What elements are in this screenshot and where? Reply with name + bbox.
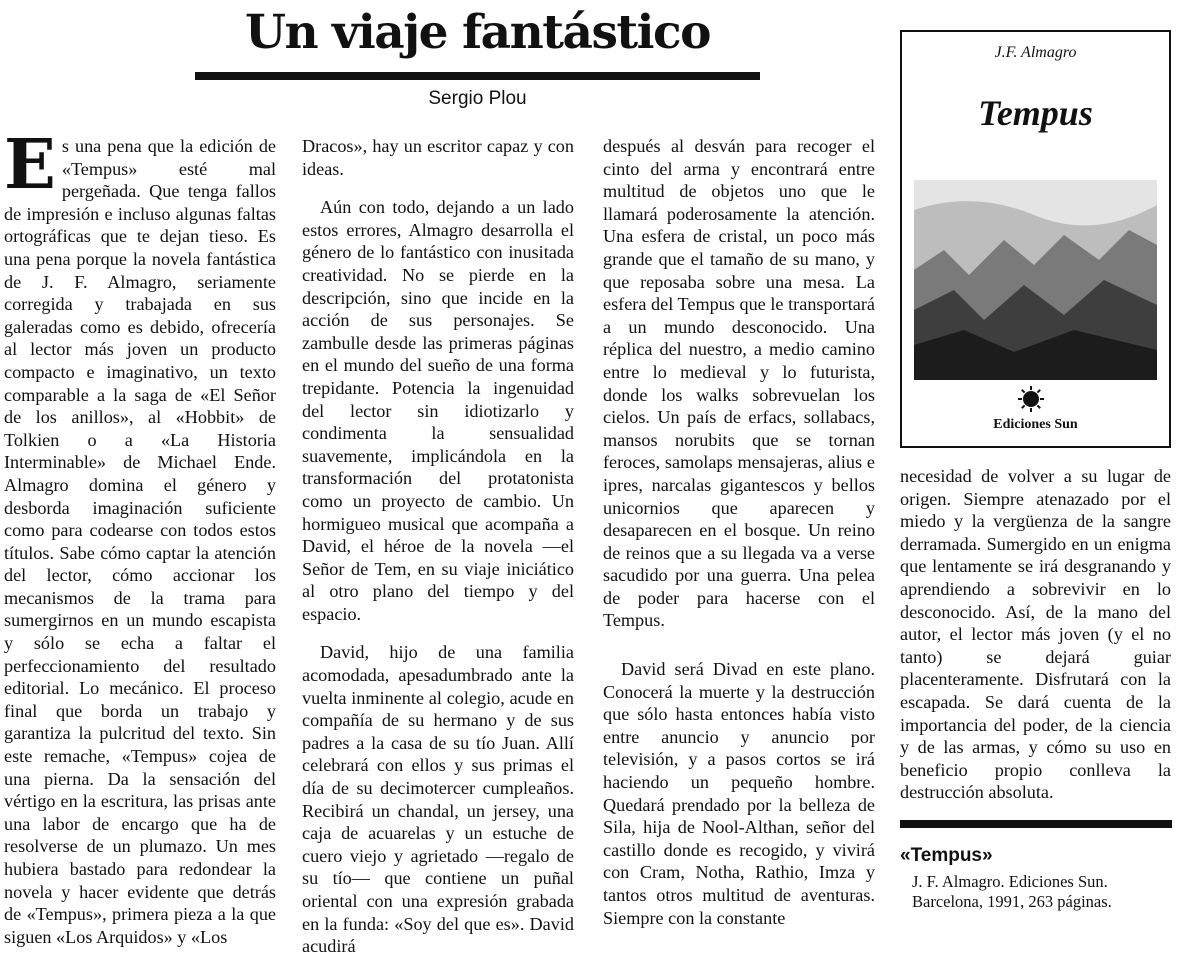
cover-author: J.F. Almagro [994, 44, 1077, 61]
paragraph: David será Divad en este plano. Conocerá la muerte y la destrucción que sólo hasta entonces había visto entre anuncio y anuncio por televisión, y a pasos cortos se irá haciendo un pequeño hombre. Quedará prendado por la belleza de Sila, hija de Nool-Althan, señor del castillo donde es recogido, y vivirá con Cram, Notha, Rathio, Imza y tantos otros multitud de aventuras. Siempre con la constante [603, 659, 875, 928]
paragraph: necesidad de volver a su lugar de origen. Siempre atenazado por el miedo y la vergüenza de la sangre derramada. Sumergido en un enigma que lentamente se irá desgranando y aprendiendo a sobrevivir en lo desconocido. Así, de la mano del autor, el lector más joven (y el no tanto) se dejará guiar placenteramente. Disfrutará con la escapada. Se dará cuenta de la importancia del poder, de la ciencia y de las armas, y cómo su uso en beneficio propio conlleva la destrucción absoluta. [900, 466, 1171, 803]
paragraph: Aún con todo, dejando a un lado estos errores, Almagro desarrolla el género de lo fantástico con inusitada creatividad. No se pierde en la descripción, sino que incide en la acción de sus personajes. Se zambulle desde las primeras páginas en el mundo del sueño de una forma trepidante. Potencia la ingenuidad del lector sin idiotizarlo y condimenta la sensualidad suavemente, implicándola en la transformación del protatonista como un proyecto de cambio. Un hormigueo musical que acompaña a David, el héroe de la novela —el Señor de Tem, en su viaje iniciático al otro plano del tiempo y del espacio. [302, 197, 574, 624]
sun-logo-icon [1017, 385, 1045, 413]
paragraph: David, hijo de una familia acomodada, apesadumbrado ante la vuelta inminente al colegio, acude en compañía de su hermano y de sus padres a la casa de su tío Juan. Allí celebrará con ellos y sus primas el día de su decimotercer cumpleaños. Recibirá un chandal, un jersey, una caja de acuarelas y un estuche de cuero viejo y agrietado —regalo de su tío— que contiene un puñal oriental con una expresión grabada en la funda: «Soy del que es». David acudirá [302, 642, 574, 957]
column-3 [603, 135, 875, 929]
byline: Sergio Plou [428, 88, 527, 109]
cover-landscape-image [914, 180, 1157, 380]
paragraph: Dracos», hay un escritor capaz y con ideas. [302, 136, 574, 179]
paragraph-text: s una pena que la edición de «Tempus» esté mal pergeñada. Que tenga fallos de impresión e incluso algunas faltas ortográficas que te dejan tieso. Es una pena porque la novela fantástica de J. F. Almagro, seriamente corregida y trabajada en sus galeradas como es debido, ofrecería al lector más joven un producto compacto e imaginativo, un texto comparable a la saga de «El Señor de los anillos», al «Hobbit» de Tolkien o a «La Historia Interminable» de Michael Ende. Almagro domina el género y desborda imaginación suficiente como para codearse con todos estos títulos. Sabe cómo captar la atención del lector, cómo accionar los mecanismos de la trama para sumergirnos en un mundo escapista y sólo se echa a faltar el perfeccionamiento del resultado editorial. Lo mecánico. El proceso final que borda un trabajo y garantiza la pulcritud del texto. Sin este remache, «Tempus» cojea de una pierna. Da la sensación del vértigo en la escritura, las prisas ante una labor de encargo que ha de resolverse de un plumazo. Un mes hubiera bastado para redondear la novela y hacer evidente que detrás de «Tempus», primera pieza a la que siguen «Los Arquidos» y «Los [4, 136, 276, 947]
paragraph [4, 125, 276, 948]
column-2 [302, 135, 574, 958]
cover-publisher: Ediciones Sun [993, 417, 1078, 432]
column-4 [900, 465, 1171, 804]
paragraph: después al desván para recoger el cinto del arma y encontrará entre multitud de objetos uno que le llamará poderosamente la atención. Una esfera de cristal, un poco más grande que el tamaño de su mano, y que reposaba sobre una mesa. La esfera del Tempus que le transportará a un mundo desconocido. Una réplica del nuestro, a medio camino entre lo medieval y lo futurista, donde los walks sobrevuelan los cielos. Un país de erfacs, sollabacs, mansos norubits que se tornan feroces, samolaps mensajeras, alius e ipres, narcalas gigantescos y bellos unicornios que aparecen y desaparecen en el bosque. Un reino de reinos que a su llegada va a verse sacudido por una guerra. Una pelea de poder para hacerse con el Tempus. [603, 136, 875, 631]
book-cover [900, 30, 1171, 448]
title-rule [195, 72, 760, 80]
cover-title: Tempus [978, 93, 1093, 133]
info-box-rule [900, 820, 1172, 828]
info-box-text: J. F. Almagro. Ediciones Sun. Barcelona, 1991, 263 páginas. [912, 872, 1112, 911]
column-1 [4, 125, 276, 948]
article-title: Un viaje fantástico [245, 5, 710, 60]
info-box-title: «Tempus» [900, 845, 993, 866]
drop-cap: E [4, 125, 56, 205]
